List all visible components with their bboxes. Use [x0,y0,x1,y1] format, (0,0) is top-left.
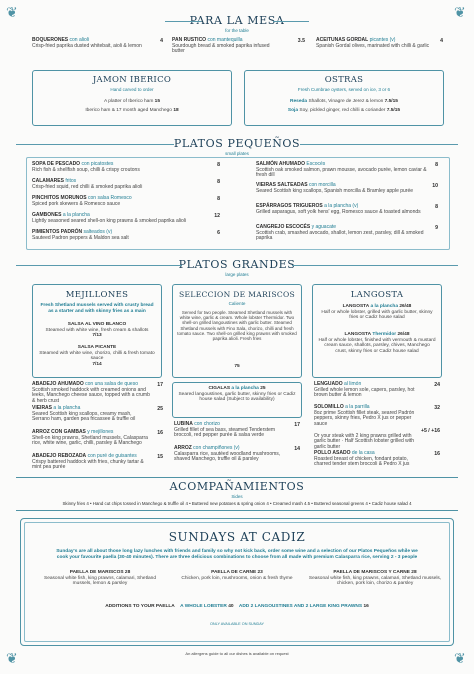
item-desc: 8oz prime Scottish fillet steak, seared Padrón peppers, skinny fries, Pedro X jus or pepper sauce [314,409,415,427]
langosta-option: LANGOSTA a la plancha 26/48 Half or whole lobster, grilled with garlic butter, skinny fries or Cadiz house salad [321,304,433,321]
mariscos-desc: Served for two people. Steamed Shetland mussels with white wine, garlic & cream. Whole lobster Thermidor. Two shell-on grilled langoustines with garlic butter. Steamed Shetland mussels with Fino Sala, chorizo, chilli and fresh tomato sauce. Two shell-on grilled king prawns with smoked paprika alioli. Fresh fries [177,310,297,342]
mejillones-intro: Fresh Shetland mussels served with crusty bread as a starter and with skinny fries as a main [40,303,154,314]
item-name: SOPA DE PESCADO [32,161,81,167]
corner-ornament-icon: ❦ [454,651,466,667]
box-subtitle: Caliente [228,301,246,306]
section-subtitle: large plates [225,272,249,277]
item-name: PIMIENTOS PADRÓN [32,229,83,235]
item-accent: a la plancha [53,405,81,411]
item-name: SOLOMILLO [314,404,344,410]
menu-item [256,162,428,179]
paella-item: PAELLA DE MARISCOS 28 Seasonal white fish, king prawns, calamari, Shetland mussels, lemon & parsley [44,570,156,587]
top-rule [16,477,458,478]
section-title-platos-grandes: PLATOS GRANDES [178,258,296,271]
divider [273,21,309,22]
item-accent: a la plancha [62,212,90,218]
item-price: 3.5 [297,38,305,44]
sundays-footnote: ONLY AVAILABLE ON SUNDAY [209,622,265,626]
section-subtitle: Sides [231,494,243,499]
menu-item: ACEITUNAS GORDAL picantes (v) Spanish Gordal olives, marinated with chilli & garlic [316,37,430,49]
item-name: VIEIRAS [32,405,53,411]
corner-ornament-icon: ❦ [454,5,466,21]
menu-item [32,454,150,471]
divider [16,144,174,145]
item-desc: Or your steak with 2 king prawns grilled with garlic butter · Half Scottish lobster grilled with garlic butter [314,432,415,450]
section-title-sundays: SUNDAYS AT CADIZ [168,530,306,544]
item-name: CANGREJO ESCOCÉS [256,224,311,230]
item-name: ABADEJO REBOZADA [32,453,87,459]
item-desc: Grilled whole lemon sole, capers, parsley, hot brown butter & lemon [314,386,415,399]
item-desc: Crispy battered haddock with fries, chunky tartar & mint pea purée [32,458,144,471]
item-desc: Scottish crab, smashed avocado, shallot, lemon zest, parsley, dill & smoked paprika [256,229,424,242]
item-accent: y mejillones [87,429,114,435]
jamon-line: Iberico ham & 17 month aged Manchego 18 [85,108,179,113]
paella-item: PAELLA DE MARISCOS Y CARNE 28 Seasonal white fish, king prawns, calamari, Shetland mussels, chicken, pork loin, chorizo & parsley [308,570,442,587]
menu-item [32,230,212,241]
item-accent: a la plancha (v) [324,203,359,209]
item-accent: al limón [344,381,362,387]
section-subtitle: for the table [225,28,249,33]
item-desc: Shell-on king prawns, Shetland mussels, Calasparra rice, white wine, garlic, chilli, parsley & Manchego [32,434,148,447]
menu-item [32,179,212,190]
menu-item: PAN RUSTICO con mantequilla Sourdough bread & smoked paprika infused butter [172,37,270,55]
box-title-langosta: LANGOSTA [350,290,404,300]
item-accent: Escocés [306,161,326,167]
divider [292,265,458,266]
menu-item [314,451,422,468]
section-title-para-la-mesa: PARA LA MESA [189,14,285,27]
menu-item: BOQUERONES con alioli Crisp-fried paprika dusted whitebait, aioli & lemon [32,37,142,49]
item-price: 14 [294,446,300,452]
item-desc: Spiced pork skewers & Romesco sauce [32,200,121,207]
menu-item [256,204,428,215]
item-accent: y aguacate [311,224,337,230]
allergens-footer: An allergens guide to all our dishes is available on request [185,651,289,656]
divider [165,21,201,22]
item-accent: con morcilla [308,182,336,188]
box-subtitle: Fresh Cumbrae oysters, served on ice, 3 or 6 [297,87,391,92]
bottom-rule [16,510,458,511]
item-price: 8 [435,204,438,210]
item-desc: Seared Scottish king scallops, creamy mash, Serrano ham, garden pea fricassee & truffle oil [32,410,136,423]
paella-item: PAELLA DE CARNE 23 Chicken, pork loin, mushrooms, onion & fresh thyme [181,570,293,581]
menu-item [32,196,212,207]
menu-item [32,430,150,447]
item-price: 25 [157,406,163,412]
item-price: 12 [214,213,220,219]
item-desc: Calasparra rice, sautéed woodland mushrooms, shaved Manchego, truffle oil & parsley [174,450,281,463]
mejillones-option: SALSA PICANTE Steamed with white wine, chorizo, chilli & fresh tomato sauce 7/14 [39,345,155,367]
menu-item [32,162,212,173]
item-name: LENGUADO [314,381,343,387]
item-price: 17 [294,422,300,428]
item-name: LUBINA [174,421,193,427]
item-name: VIEIRAS SALTEADAS [256,182,308,188]
section-subtitle: small plates [225,151,249,156]
item-price: 17 [157,382,163,388]
item-price: 16 [434,451,440,457]
mejillones-option: SALSA AL VINO BLANCO Steamed with white wine, fresh cream & shallots 7/13 [45,322,149,339]
item-name: ARROZ [174,445,192,451]
item-accent: con picatostes [81,161,114,167]
item-name: PINCHITOS MORUNOS [32,195,87,201]
corner-ornament-icon: ❦ [6,651,18,667]
item-accent: con champiñones (v) [193,445,240,451]
item-name: GAMBONES [32,212,62,218]
langosta-option: LANGOSTA Thermidor 26/48 Half or whole lobster, finished with vermouth & mustard cream sauce, shallots, parsley, chives, Manchego crust, skinny fries or Cadiz house salad [318,332,436,354]
item-price: 8 [217,179,220,185]
box-title-jamon: JAMON IBERICO [92,75,172,85]
item-accent: salteados (v) [83,229,113,235]
menu-item [32,406,150,423]
item-accent: con salsa Romesco [88,195,132,201]
section-title-acompanamientos: ACOMPAÑAMIENTOS [169,480,305,493]
item-desc: Sauteed Padron peppers & Maldon sea salt [32,234,129,241]
box-title-mejillones: MEJILLONES [65,290,129,300]
item-accent: fritos [65,178,77,184]
item-desc: Seared Scottish king scallops, Spanish morcilla & Bramley apple purée [256,187,414,194]
section-title-platos-pequenos: PLATOS PEQUEÑOS [173,137,301,150]
item-name: POLLO ASADO [314,450,351,456]
divider [16,265,182,266]
item-price: 8 [217,196,220,202]
item-name: ARROZ CON GAMBAS [32,429,86,435]
menu-item [174,422,282,439]
box-title-mariscos: SELECCION DE MARISCOS [179,290,295,299]
item-accent: con chorizo [194,421,220,427]
menu-item [32,213,212,224]
sides-line: Skinny fries 4 • Hand cut chips tossed in Manchego & truffle oil 4 • Buttered new potatoes & spring onion 4 • Creamed mash 4.5 • Buttered seasonal greens 4 • Cadiz house salad 4 [62,501,412,506]
corner-ornament-icon: ❦ [6,5,18,21]
item-accent: con una salsa de queso [85,381,138,387]
menu-item [32,382,150,404]
cigalas-item: CIGALAS a la plancha 25 Seared langoustines, garlic butter, skinny fries or Cadiz house salad (Subject to availability) [178,386,296,403]
item-desc: Roasted breast of chicken, fondant potato, charred tender stem broccoli & Pedro X jus [314,455,410,468]
item-name: ABADEJO AHUMADO [32,381,84,387]
item-desc: Scottish oak smoked salmon, prawn mousse, avocado purée, lemon caviar & fresh dill [256,166,427,179]
box-subtitle: Hand carved to order [110,87,154,92]
menu-item [256,225,428,242]
item-desc: Crisp-fried squid, red chilli & smoked paprika alioli [32,183,143,190]
item-price: 4 [440,38,443,44]
item-price: 15 [157,454,163,460]
item-name: SALMÓN AHUMADO [256,161,305,167]
item-accent: con puré de guisantes [87,453,137,459]
item-desc: Rich fish & shellfish soup, chilli & crispy croutons [32,166,140,173]
item-price: 4 [160,38,163,44]
item-price: 32 [434,405,440,411]
item-price: 16 [157,430,163,436]
item-price: 8 [435,162,438,168]
ostras-line: Soja Soy, pickled ginger, red chilli & coriander 7.5/15 [287,108,401,113]
item-accent: de la casa [351,450,375,456]
item-desc: Grilled fillet of sea bass, steamed Tenderstem broccoli, red pepper purée & salsa verde [174,426,276,439]
jamon-line: A platter of Iberico ham 15 [103,99,160,104]
item-name: CALAMARES [32,178,64,184]
item-desc: Lightly seasoned seared shell-on king prawns & smoked paprika alioli [32,217,186,224]
item-price: 8 [217,162,220,168]
paella-additions: ADDITIONS TO YOUR PAELLA A WHOLE LOBSTER 40 ADD 2 LANGOUSTINES AND 2 LARGE KING PRAWNS 16 [105,604,369,609]
box-title-ostras: OSTRAS [324,75,364,85]
menu-item [174,446,282,463]
menu-item [256,183,428,194]
item-desc: Grilled asparagus, soft yolk hens' egg, Romesco sauce & toasted almonds [256,208,421,215]
menu-item [314,382,422,399]
item-name: ESPÁRRAGOS TRIGUEROS [256,203,323,209]
item-price: 24 [434,382,440,388]
item-price: +5 / +16 [420,428,440,434]
item-accent: a la parrilla [345,404,370,410]
ostras-line: Reseda Shallots, Vinagre de Jerez & lemon 7.5/15 [290,99,398,104]
item-price: 6 [217,230,220,236]
sundays-intro: Sunday's are all about those long lazy lunches with friends and family so why not kick back, order some wine and a selection of our Platos Pequeños while we cook your favourite paella (30-40 minutes). There are three delicious combinations to choose from all made with premium Calasparra rice, serving 2 - 3 people [56,549,418,560]
item-price: 10 [432,183,438,189]
menu-item [314,405,422,427]
divider [300,144,458,145]
item-price: 9 [435,225,438,231]
item-desc: Scottish smoked haddock with creamed onions and leeks, Manchego cheese sauce, topped with a crumb & herb crust [32,386,150,404]
mariscos-price: 75 [234,364,240,369]
